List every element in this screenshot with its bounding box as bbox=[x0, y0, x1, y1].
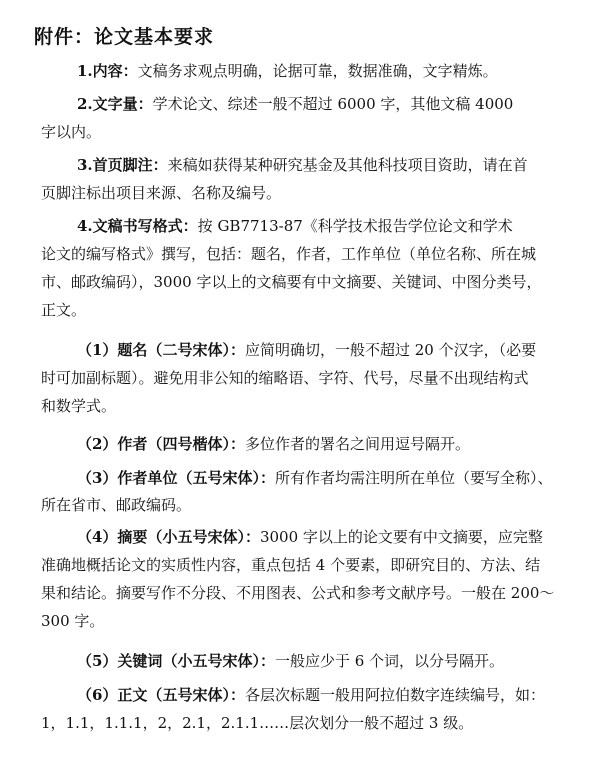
section-4-heading: 4.文稿书写格式： bbox=[77, 217, 198, 235]
subsection-6-line-1 bbox=[77, 684, 581, 706]
section-4-line-3: 市、邮政编码），3000 字以上的文稿要有中文摘要、关键词、中图分类号， bbox=[41, 273, 542, 291]
section-4-line-1 bbox=[77, 215, 581, 237]
section-1-text: 文稿务求观点明确，论据可靠，数据准确，文字精炼。 bbox=[137, 62, 498, 80]
subsection-4-heading: （4）摘要（小五号宋体）： bbox=[77, 528, 260, 546]
section-2-heading: 2.文字量： bbox=[77, 95, 153, 113]
subsection-4-line-3: 果和结论。摘要写作不分段、不用图表、公式和参考文献序号。一般在 200～ bbox=[41, 584, 555, 602]
section-3-line-2: 页脚注标出项目来源、名称及编号。 bbox=[41, 184, 282, 202]
subsection-2-heading: （2）作者（四号楷体）： bbox=[77, 435, 245, 453]
subsection-4-text: 3000 字以上的论文要有中文摘要，应完整 bbox=[259, 528, 543, 546]
subsection-4-line-2: 准确地概括论文的实质性内容，重点包括 4 个要素，即研究目的、方法、结 bbox=[41, 556, 541, 574]
subsection-3-text: 所有作者均需注明所在单位（要写全称）、 bbox=[274, 469, 553, 487]
subsection-5-heading: （5）关键词（小五号宋体）： bbox=[77, 652, 275, 670]
subsection-2-line-1 bbox=[77, 433, 581, 455]
section-3-heading: 3.首页脚注： bbox=[77, 156, 168, 174]
section-3-line-1 bbox=[77, 154, 581, 176]
section-1-heading: 1.内容： bbox=[77, 62, 138, 80]
section-4-text: 按 GB7713-87《科学技术报告学位论文和学术 bbox=[197, 217, 513, 235]
section-1-line-1 bbox=[77, 60, 581, 82]
subsection-3-line-2: 所在省市、邮政编码。 bbox=[41, 496, 192, 514]
section-2-text: 学术论文、综述一般不超过 6000 字，其他文稿 4000 bbox=[152, 95, 514, 113]
subsection-2-text: 多位作者的署名之间用逗号隔开。 bbox=[244, 435, 470, 453]
subsection-4-line-1 bbox=[77, 526, 581, 548]
subsection-1-line-3: 和数学式。 bbox=[41, 397, 117, 415]
subsection-1-line-1 bbox=[77, 339, 581, 361]
subsection-1-line-2: 时可加副标题）。避免用非公知的缩略语、字符、代号，尽量不出现结构式 bbox=[41, 369, 529, 387]
section-4-line-4: 正文。 bbox=[41, 301, 87, 319]
subsection-4-line-4: 300 字。 bbox=[41, 612, 105, 630]
subsection-1-heading: （1）题名（二号宋体）： bbox=[77, 341, 245, 359]
subsection-3-line-1 bbox=[77, 467, 581, 489]
subsection-5-line-1 bbox=[77, 650, 581, 672]
page-title: 附件：论文基本要求 bbox=[34, 26, 215, 48]
subsection-6-heading: （6）正文（五号宋体）： bbox=[77, 686, 245, 704]
subsection-1-text: 应简明确切，一般不超过 20 个汉字，（必要 bbox=[244, 341, 537, 359]
section-3-text: 来稿如获得某种研究基金及其他科技项目资助，请在首 bbox=[167, 156, 528, 174]
subsection-5-text: 一般应少于 6 个词，以分号隔开。 bbox=[274, 652, 505, 670]
section-2-line-2: 字以内。 bbox=[41, 123, 102, 141]
subsection-6-line-2: 1，1.1，1.1.1，2，2.1，2.1.1……层次划分一般不超过 3 级。 bbox=[41, 714, 474, 732]
section-2-line-1 bbox=[77, 93, 581, 115]
subsection-6-text: 各层次标题一般用阿拉伯数字连续编号，如： bbox=[244, 686, 545, 704]
subsection-3-heading: （3）作者单位（五号宋体）： bbox=[77, 469, 275, 487]
section-4-line-2: 论文的编写格式》撰写，包括：题名，作者，工作单位（单位名称、所在城 bbox=[41, 245, 537, 263]
